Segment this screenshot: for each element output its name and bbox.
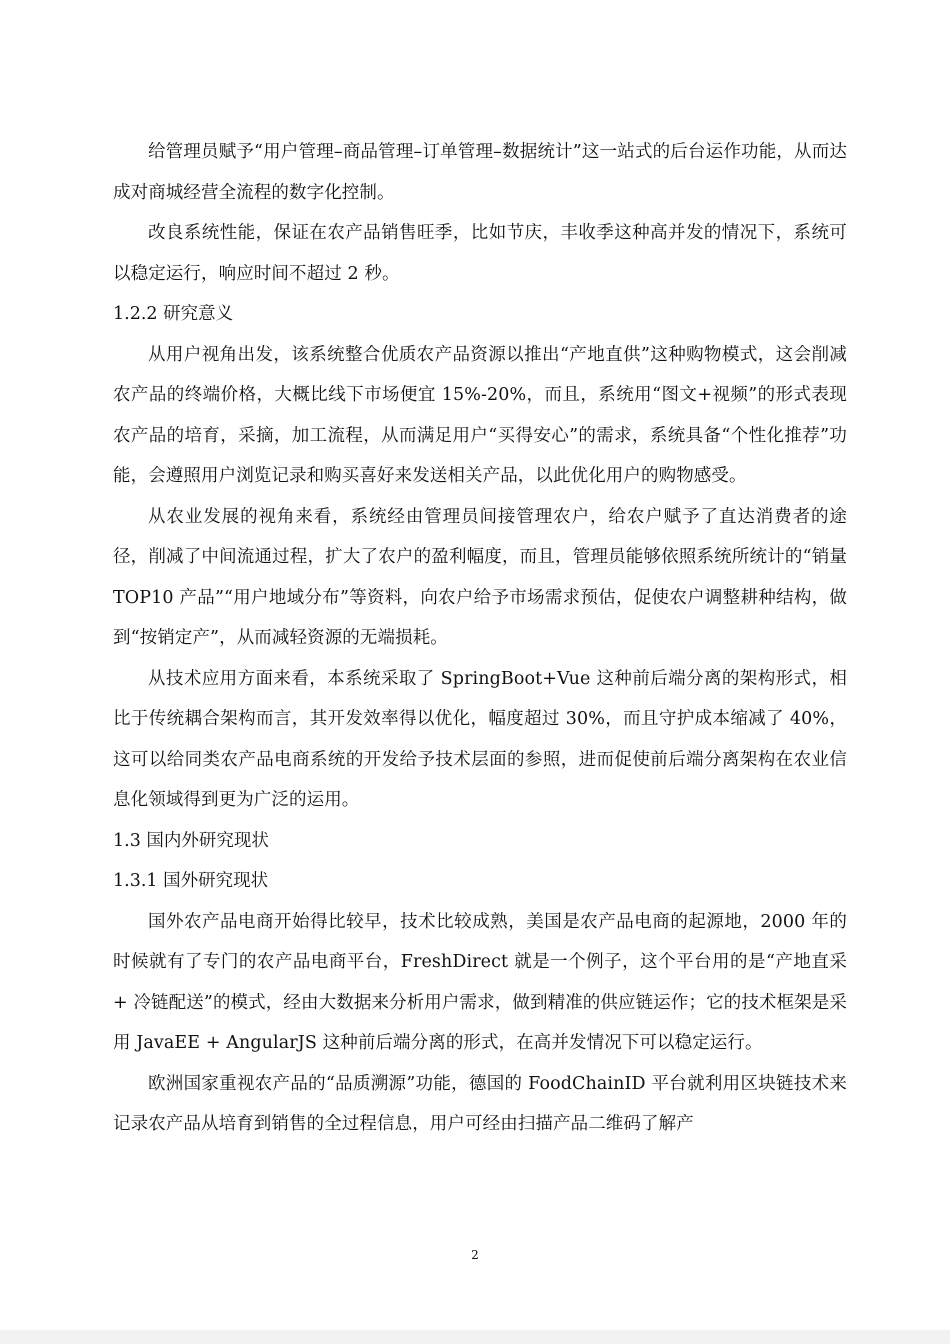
heading-1-2-2: 1.2.2 研究意义: [113, 304, 234, 324]
paragraph-agriculture-perspective: 从农业发展的视角来看，系统经由管理员间接管理农户，给农户赋予了直达消费者的途径，削减了中间流通过程，扩大了农户的盈利幅度，而且，管理员能够依照系统所统计的“销量 TOP10 产品”“用户地域分布”等资料，向农户给予市场需求预估，促使农户调整耕种结构，做到“按销定产”，从而减轻资源的无端损耗。: [113, 506, 847, 648]
paragraph-technology-perspective: 从技术应用方面来看，本系统采取了 SpringBoot+Vue 这种前后端分离的架构形式，相比于传统耦合架构而言，其开发效率得以优化，幅度超过 30%，而且守护成本缩减了 40%，这可以给同类农产品电商系统的开发给予技术层面的参照，进而促使前后端分离架构在农业信息化领域得到更为广泛的运用。: [113, 668, 847, 810]
page-bottom-edge: [0, 1330, 950, 1344]
heading-1-3-1: 1.3.1 国外研究现状: [113, 871, 269, 891]
page-number: 2: [471, 1248, 479, 1262]
paragraph-user-perspective: 从用户视角出发，该系统整合优质农产品资源以推出“产地直供”这种购物模式，这会削减农产品的终端价格，大概比线下市场便宜 15%-20%，而且，系统用“图文+视频”的形式表现农产品的培育，采摘，加工流程，从而满足用户“买得安心”的需求，系统具备“个性化推荐”功能，会遵照用户浏览记录和购买喜好来发送相关产品，以此优化用户的购物感受。: [113, 344, 847, 486]
paragraph-admin-functions: 给管理员赋予“用户管理–商品管理–订单管理–数据统计”这一站式的后台运作功能，从而达成对商城经营全流程的数字化控制。: [113, 142, 847, 203]
paragraph-performance: 改良系统性能，保证在农产品销售旺季，比如节庆，丰收季这种高并发的情况下，系统可以稳定运行，响应时间不超过 2 秒。: [113, 223, 847, 284]
heading-1-3: 1.3 国内外研究现状: [113, 830, 269, 851]
paragraph-foreign-status: 国外农产品电商开始得比较早，技术比较成熟，美国是农产品电商的起源地，2000 年的时候就有了专门的农产品电商平台，FreshDirect 就是一个例子，这个平台用的是“产地直采 + 冷链配送”的模式，经由大数据来分析用户需求，做到精准的供应链运作；它的技术框架是采用 JavaEE + AngularJS 这种前后端分离的形式，在高并发情况下可以稳定运行。: [113, 911, 847, 1053]
paragraph-europe-traceability: 欧洲国家重视农产品的“品质溯源”功能，德国的 FoodChainID 平台就利用区块链技术来记录农产品从培育到销售的全过程信息，用户可经由扫描产品二维码了解产: [113, 1073, 847, 1134]
body-text: [113, 132, 847, 1145]
